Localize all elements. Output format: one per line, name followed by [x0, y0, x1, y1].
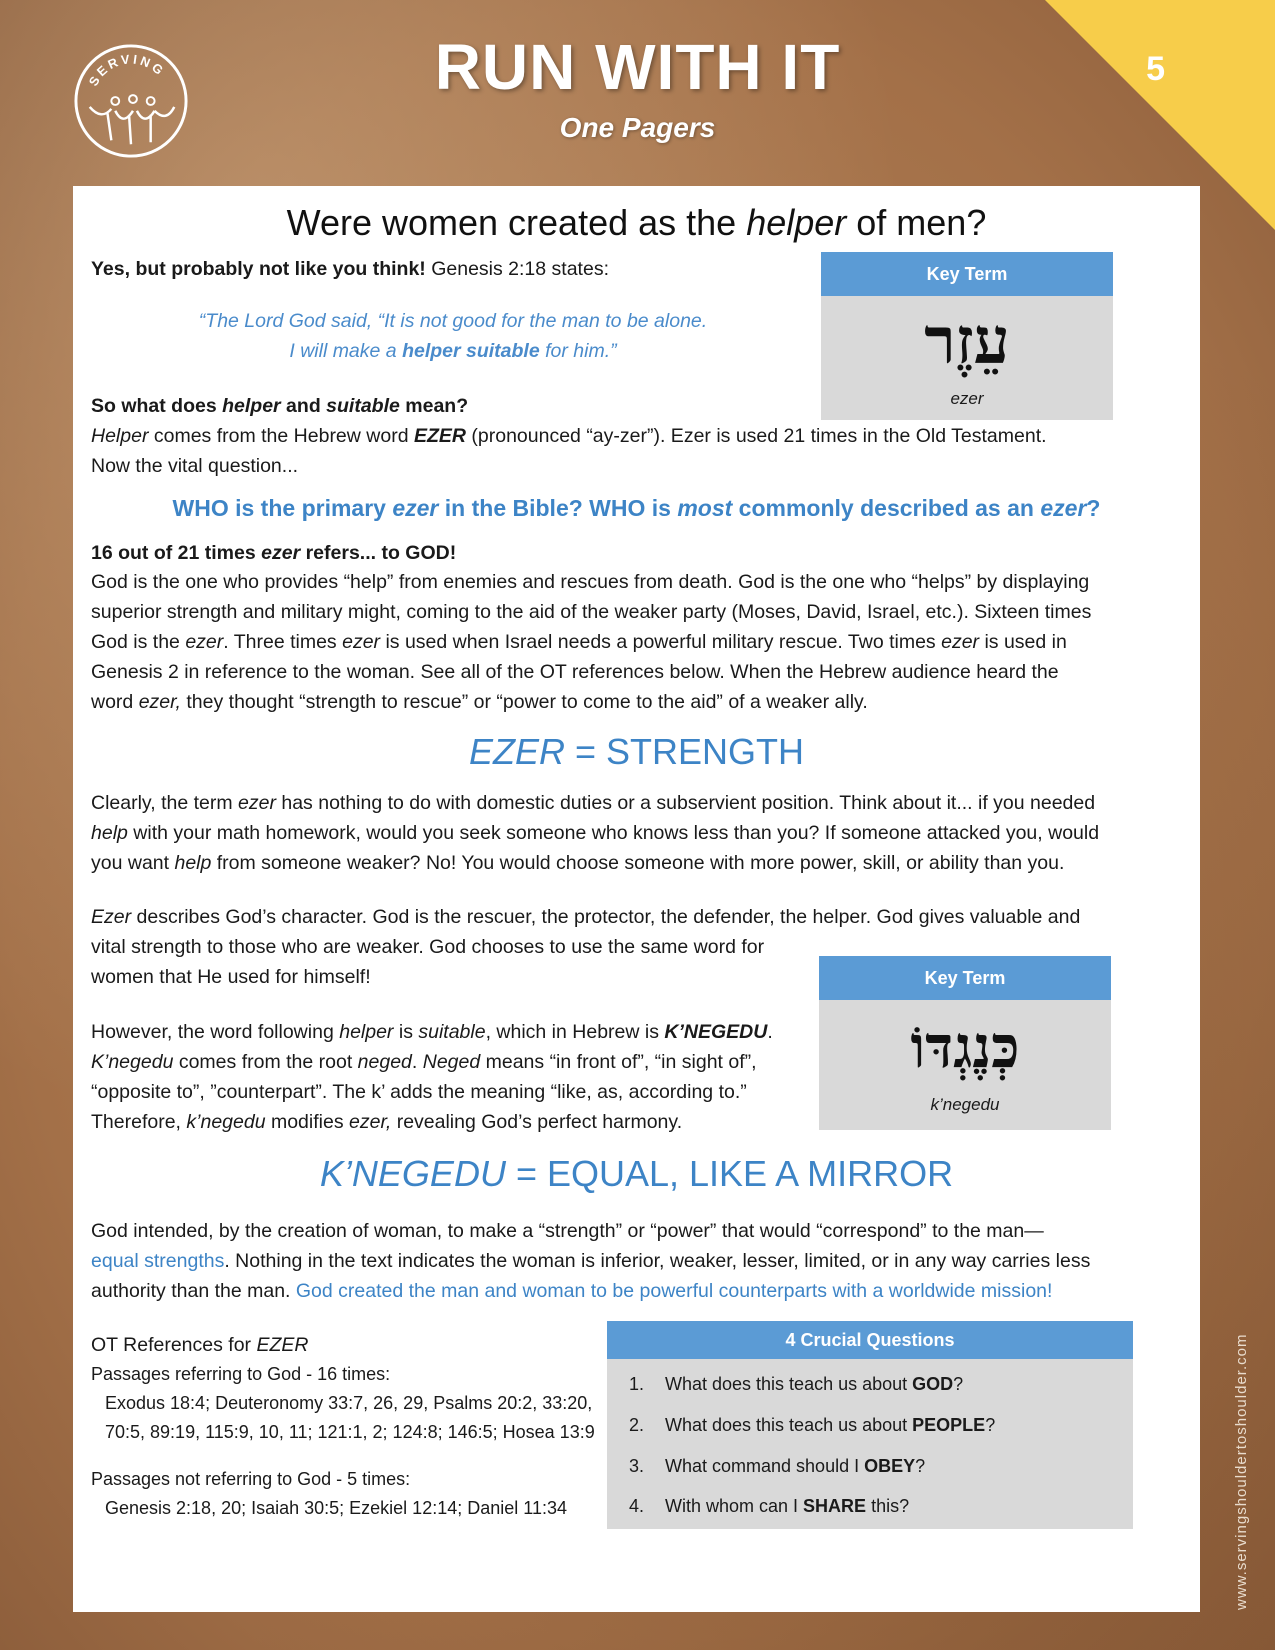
website-url: www.servingshouldertoshoulder.com — [1233, 1333, 1250, 1610]
refs-god-list-cont: 70:5, 89:19, 115:9, 10, 11; 121:1, 2; 124:8; 146:5; Hosea 13:9 — [105, 1422, 595, 1442]
question-item: 2. What does this teach us about PEOPLE? — [629, 1415, 996, 1435]
key-term-word: k’negedu — [930, 1095, 1000, 1114]
logo-text: SERVING — [85, 51, 169, 89]
hebrew-knegedu: כְּנֶגְדּוֹ — [910, 1013, 1020, 1081]
page-title: RUN WITH IT — [434, 31, 841, 103]
ot-references — [91, 1331, 611, 1523]
question-item: 3. What command should I OBEY? — [629, 1456, 926, 1476]
however-paragraph: However, the word following helper is suitable, which in Hebrew is K’NEGEDU. K’negedu comes from the root neged. Neged means “in front of”, “in sight of”, “opposite to”, ”counterpart”. The k’ adds the meaning “like, as, according to.” Therefore, k’negedu modifies ezer, revealing God’s perfect harmony. — [91, 1021, 773, 1133]
intro-line: Yes, but probably not like you think! Genesis 2:18 states: — [91, 258, 609, 280]
refs-not-list: Genesis 2:18, 20; Isaiah 30:5; Ezekiel 12:14; Daniel 11:34 — [105, 1498, 567, 1518]
page-number: 5 — [1146, 50, 1165, 88]
crucial-questions-box — [607, 1321, 1133, 1529]
key-term-word: ezer — [950, 389, 984, 408]
key-term-knegedu — [819, 956, 1111, 1130]
content-card — [73, 186, 1200, 1612]
hebrew-ezer: עֵזֶר — [924, 304, 1010, 379]
refs-not-label: Passages not referring to God - 5 times: — [91, 1469, 411, 1489]
helper-paragraph: Helper comes from the Hebrew word EZER (pronounced “ay-zer”). Ezer is used 21 times in the Old Testament. Now the vital question... — [91, 425, 1047, 477]
refs-god-list: Exodus 18:4; Deuteronomy 33:7, 26, 29, Psalms 20:2, 33:20, — [105, 1393, 593, 1413]
page-subtitle: One Pagers — [559, 112, 716, 143]
key-term-ezer — [821, 252, 1113, 420]
question-item: 4. With whom can I SHARE this? — [629, 1496, 910, 1516]
refs-god-label: Passages referring to God - 16 times: — [91, 1364, 391, 1384]
key-term-label: Key Term — [821, 252, 1113, 296]
key-term-label: Key Term — [819, 956, 1111, 1000]
ezer-strength-heading: EZER = STRENGTH — [468, 731, 805, 772]
question-heading: Were women created as the helper of men? — [286, 202, 987, 243]
so-what-heading: So what does helper and suitable mean? — [91, 395, 469, 417]
final-paragraph: God intended, by the creation of woman, to make a “strength” or “power” that would “correspond” to the man— equal strengths. Nothing in the text indicates the woman is inferior, weaker, lesser, limited, or in any way carries less authority than the man. God created the man and woman to be powerful counterparts with a worldwide mission! — [91, 1220, 1091, 1302]
sixteen-heading: 16 out of 21 times ezer refers... to GOD! — [91, 542, 457, 564]
refs-title: OT References for EZER — [91, 1334, 309, 1356]
ezer-description: Ezer describes God’s character. God is the rescuer, the protector, the defender, the helper. God gives valuable and vital strength to those who are weaker. God chooses to use the same word for women that He used for himself! — [91, 906, 1081, 988]
clearly-paragraph: Clearly, the term ezer has nothing to do with domestic duties or a subservient position. Think about it... if you needed help with your math homework, would you seek someone who knows less than you? If someone attacked you, would you want help from someone weaker? No! You would choose someone with more power, skill, or ability than you. — [91, 792, 1100, 874]
who-question: WHO is the primary ezer in the Bible? WHO is most commonly described as an ezer? — [172, 495, 1101, 521]
god-paragraph: God is the one who provides “help” from enemies and rescues from death. God is the one who “helps” by displaying superior strength and military might, coming to the aid of the weaker party (Moses, David, Israel, etc.). Sixteen times God is the ezer. Three times ezer is used when Israel needs a powerful military rescue. Two times ezer is used in Genesis 2 in reference to the woman. See all of the OT references below. When the Hebrew audience heard the word ezer, they thought “strength to rescue” or “power to come to the aid” of a weaker ally. — [91, 571, 1092, 713]
genesis-quote: “The Lord God said, “It is not good for the man to be alone. I will make a helper suitable for him.” — [198, 310, 708, 362]
questions-title: 4 Crucial Questions — [607, 1321, 1133, 1359]
question-item: 1. What does this teach us about GOD? — [629, 1374, 964, 1394]
knegedu-heading: K’NEGEDU = EQUAL, LIKE A MIRROR — [319, 1153, 954, 1194]
